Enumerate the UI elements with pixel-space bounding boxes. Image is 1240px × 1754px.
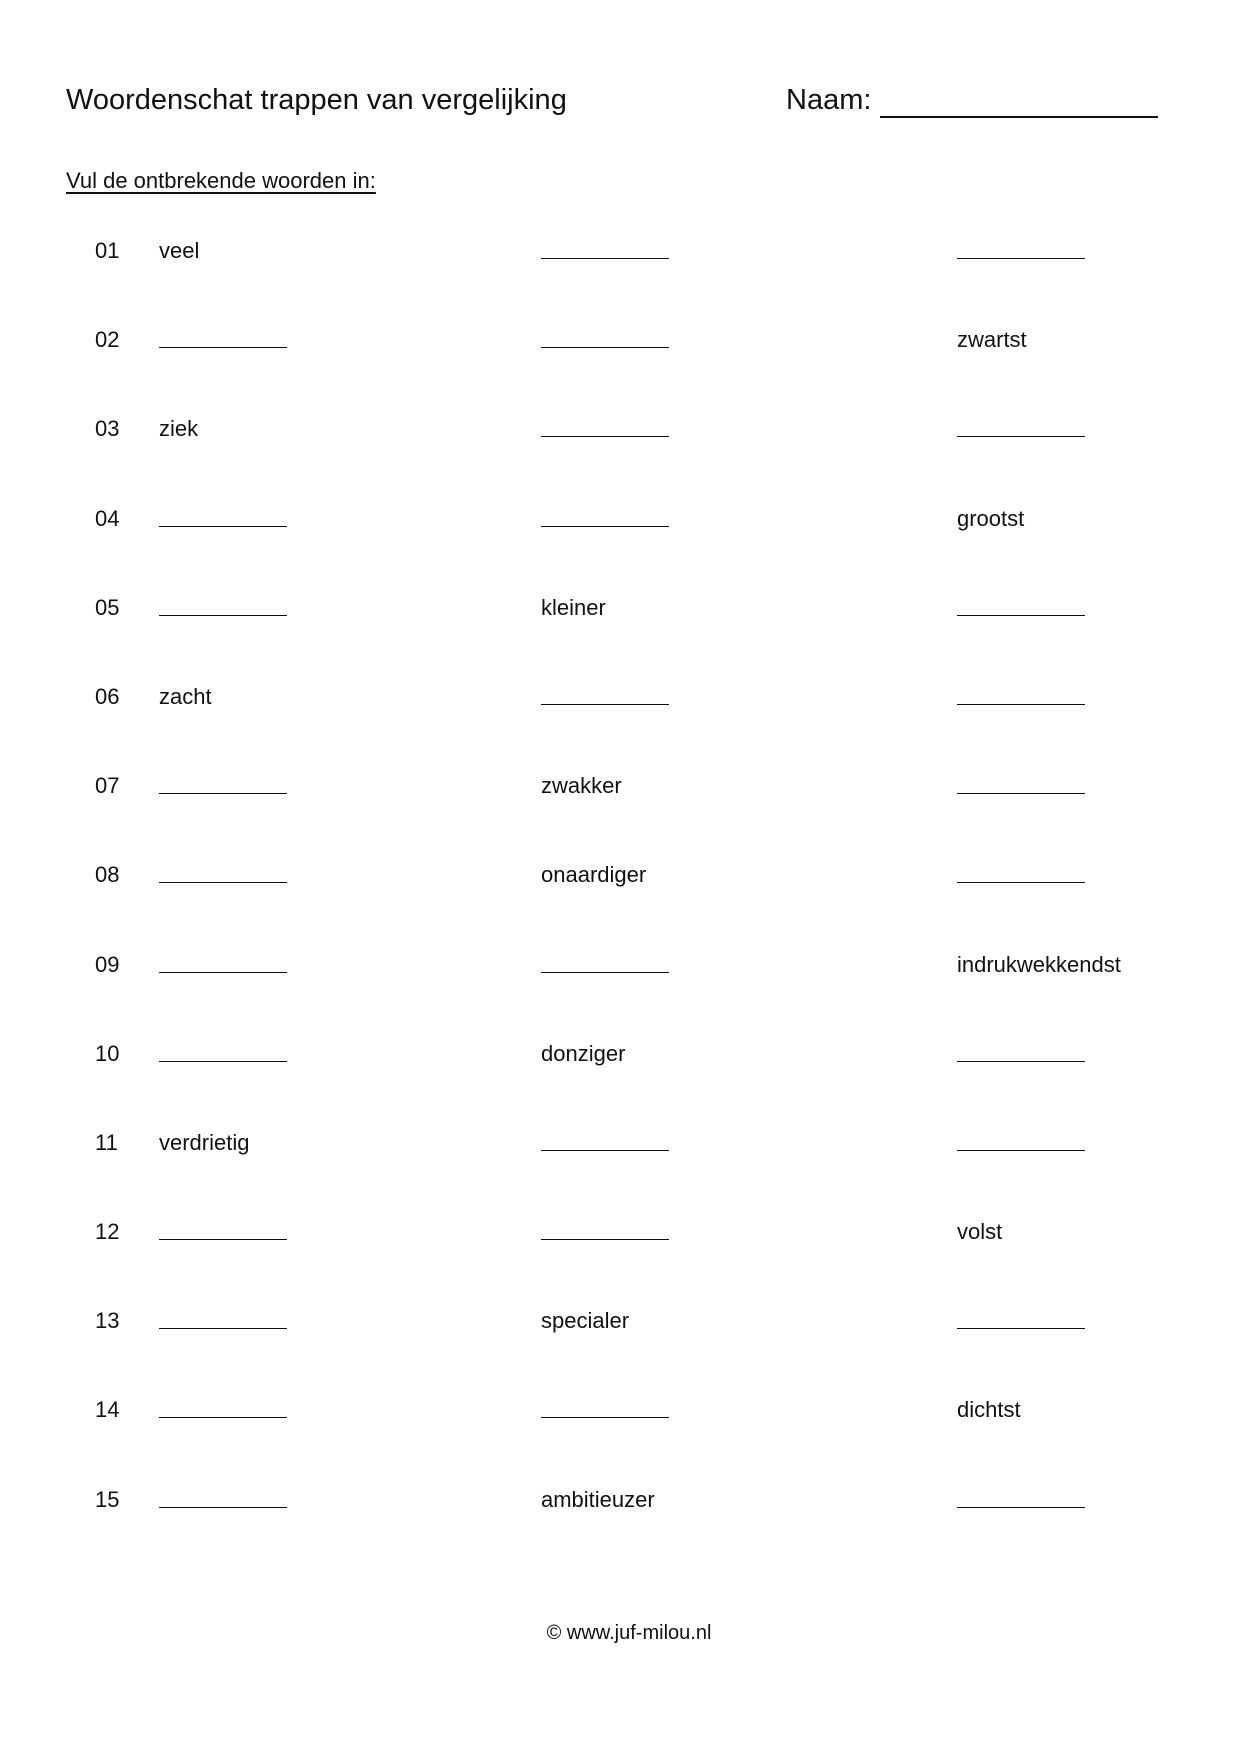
name-input-line[interactable]	[880, 116, 1158, 118]
answer-cell[interactable]	[541, 1128, 669, 1159]
instruction-text: Vul de ontbrekende woorden in:	[66, 168, 376, 193]
exercise-number: 03	[95, 416, 120, 442]
answer-cell[interactable]	[957, 682, 1085, 713]
answer-cell[interactable]	[957, 771, 1085, 802]
answer-blank-line[interactable]	[541, 1217, 669, 1240]
exercise-number: 14	[95, 1397, 120, 1423]
exercise-number: 04	[95, 505, 120, 531]
answer-cell[interactable]	[159, 1039, 287, 1070]
exercise-row	[0, 593, 1240, 682]
answer-cell[interactable]	[541, 504, 669, 535]
copyright-text: © www.juf-milou.nl	[546, 1622, 712, 1644]
answer-cell[interactable]	[159, 1395, 287, 1426]
answer-cell[interactable]	[159, 860, 287, 891]
given-word: veel	[159, 238, 200, 263]
answer-blank-line[interactable]	[159, 504, 287, 527]
exercise-number: 08	[95, 862, 120, 888]
answer-cell[interactable]	[159, 1306, 287, 1337]
answer-cell[interactable]	[541, 1395, 669, 1426]
answer-blank-line[interactable]	[541, 504, 669, 527]
answer-blank-line[interactable]	[159, 950, 287, 973]
exercise-row	[0, 771, 1240, 860]
answer-blank-line[interactable]	[159, 771, 287, 794]
given-word: verdrietig	[159, 1129, 250, 1155]
given-word: dichtst	[957, 1397, 1021, 1423]
answer-blank-line[interactable]	[159, 1485, 287, 1508]
answer-cell[interactable]	[957, 1128, 1085, 1159]
answer-blank-line[interactable]	[541, 1395, 669, 1418]
answer-blank-line[interactable]	[957, 236, 1085, 259]
answer-blank-line[interactable]	[541, 682, 669, 705]
answer-blank-line[interactable]	[957, 1039, 1085, 1062]
given-word: zwartst	[957, 327, 1027, 353]
given-word: ziek	[159, 416, 199, 442]
answer-cell[interactable]	[957, 593, 1085, 624]
exercise-row	[0, 860, 1240, 949]
exercise-row	[0, 236, 1240, 325]
answer-cell[interactable]	[957, 1306, 1085, 1337]
answer-cell[interactable]	[957, 860, 1085, 891]
given-word: zacht	[159, 683, 212, 709]
answer-blank-line[interactable]	[159, 593, 287, 616]
answer-blank-line[interactable]	[957, 1128, 1085, 1151]
given-word: specialer	[541, 1308, 630, 1334]
exercise-number: 07	[95, 773, 120, 799]
answer-cell[interactable]	[159, 1485, 287, 1516]
answer-blank-line[interactable]	[159, 1217, 287, 1240]
answer-cell[interactable]	[541, 414, 669, 445]
exercise-number: 06	[95, 683, 120, 709]
exercise-row	[0, 1128, 1240, 1217]
answer-blank-line[interactable]	[159, 1395, 287, 1418]
exercise-number: 13	[95, 1308, 120, 1334]
answer-cell[interactable]	[541, 950, 669, 981]
exercise-row	[0, 1395, 1240, 1484]
exercise-row	[0, 1039, 1240, 1128]
answer-blank-line[interactable]	[159, 325, 287, 348]
answer-cell[interactable]	[957, 1039, 1085, 1070]
page-title: Woordenschat trappen van vergelijking	[66, 84, 567, 116]
answer-cell[interactable]	[159, 593, 287, 624]
given-word: ambitieuzer	[541, 1486, 655, 1512]
answer-cell[interactable]	[541, 682, 669, 713]
exercise-row	[0, 504, 1240, 593]
answer-blank-line[interactable]	[957, 414, 1085, 437]
answer-cell[interactable]	[957, 414, 1085, 445]
answer-cell[interactable]	[159, 325, 287, 356]
answer-cell[interactable]	[159, 771, 287, 802]
exercise-number: 11	[95, 1129, 118, 1155]
answer-cell[interactable]	[541, 236, 669, 267]
answer-blank-line[interactable]	[957, 1306, 1085, 1329]
exercise-row	[0, 325, 1240, 414]
answer-blank-line[interactable]	[957, 771, 1085, 794]
footer	[0, 1622, 1240, 1645]
exercise-row	[0, 1485, 1240, 1574]
exercise-row	[0, 682, 1240, 771]
answer-blank-line[interactable]	[957, 593, 1085, 616]
answer-blank-line[interactable]	[957, 1485, 1085, 1508]
given-word: indrukwekkendst	[957, 951, 1121, 977]
exercise-list	[0, 236, 1240, 1574]
exercise-number: 05	[95, 594, 120, 620]
answer-blank-line[interactable]	[159, 1039, 287, 1062]
answer-blank-line[interactable]	[159, 1306, 287, 1329]
answer-blank-line[interactable]	[541, 325, 669, 348]
answer-cell[interactable]	[957, 1485, 1085, 1516]
answer-blank-line[interactable]	[541, 236, 669, 259]
answer-blank-line[interactable]	[159, 860, 287, 883]
answer-cell[interactable]	[159, 504, 287, 535]
exercise-row	[0, 1217, 1240, 1306]
answer-cell[interactable]	[159, 1217, 287, 1248]
answer-cell[interactable]	[957, 236, 1085, 267]
given-word: grootst	[957, 505, 1025, 531]
answer-blank-line[interactable]	[541, 1128, 669, 1151]
exercise-number: 15	[95, 1486, 120, 1512]
given-word: onaardiger	[541, 862, 647, 888]
given-word: zwakker	[541, 773, 622, 799]
answer-cell[interactable]	[159, 950, 287, 981]
answer-blank-line[interactable]	[957, 860, 1085, 883]
answer-cell[interactable]	[541, 1217, 669, 1248]
given-word: kleiner	[541, 594, 606, 620]
answer-blank-line[interactable]	[541, 414, 669, 437]
exercise-number: 10	[95, 1040, 120, 1066]
exercise-number: 01	[95, 238, 120, 263]
exercise-number: 12	[95, 1219, 120, 1245]
name-label: Naam:	[786, 84, 872, 116]
given-word: volst	[957, 1219, 1003, 1245]
exercise-number: 02	[95, 327, 120, 353]
exercise-number: 09	[95, 951, 120, 977]
given-word: donziger	[541, 1040, 626, 1066]
answer-blank-line[interactable]	[541, 950, 669, 973]
exercise-row	[0, 414, 1240, 503]
exercise-row	[0, 950, 1240, 1039]
answer-cell[interactable]	[541, 325, 669, 356]
answer-blank-line[interactable]	[957, 682, 1085, 705]
exercise-row	[0, 1306, 1240, 1395]
